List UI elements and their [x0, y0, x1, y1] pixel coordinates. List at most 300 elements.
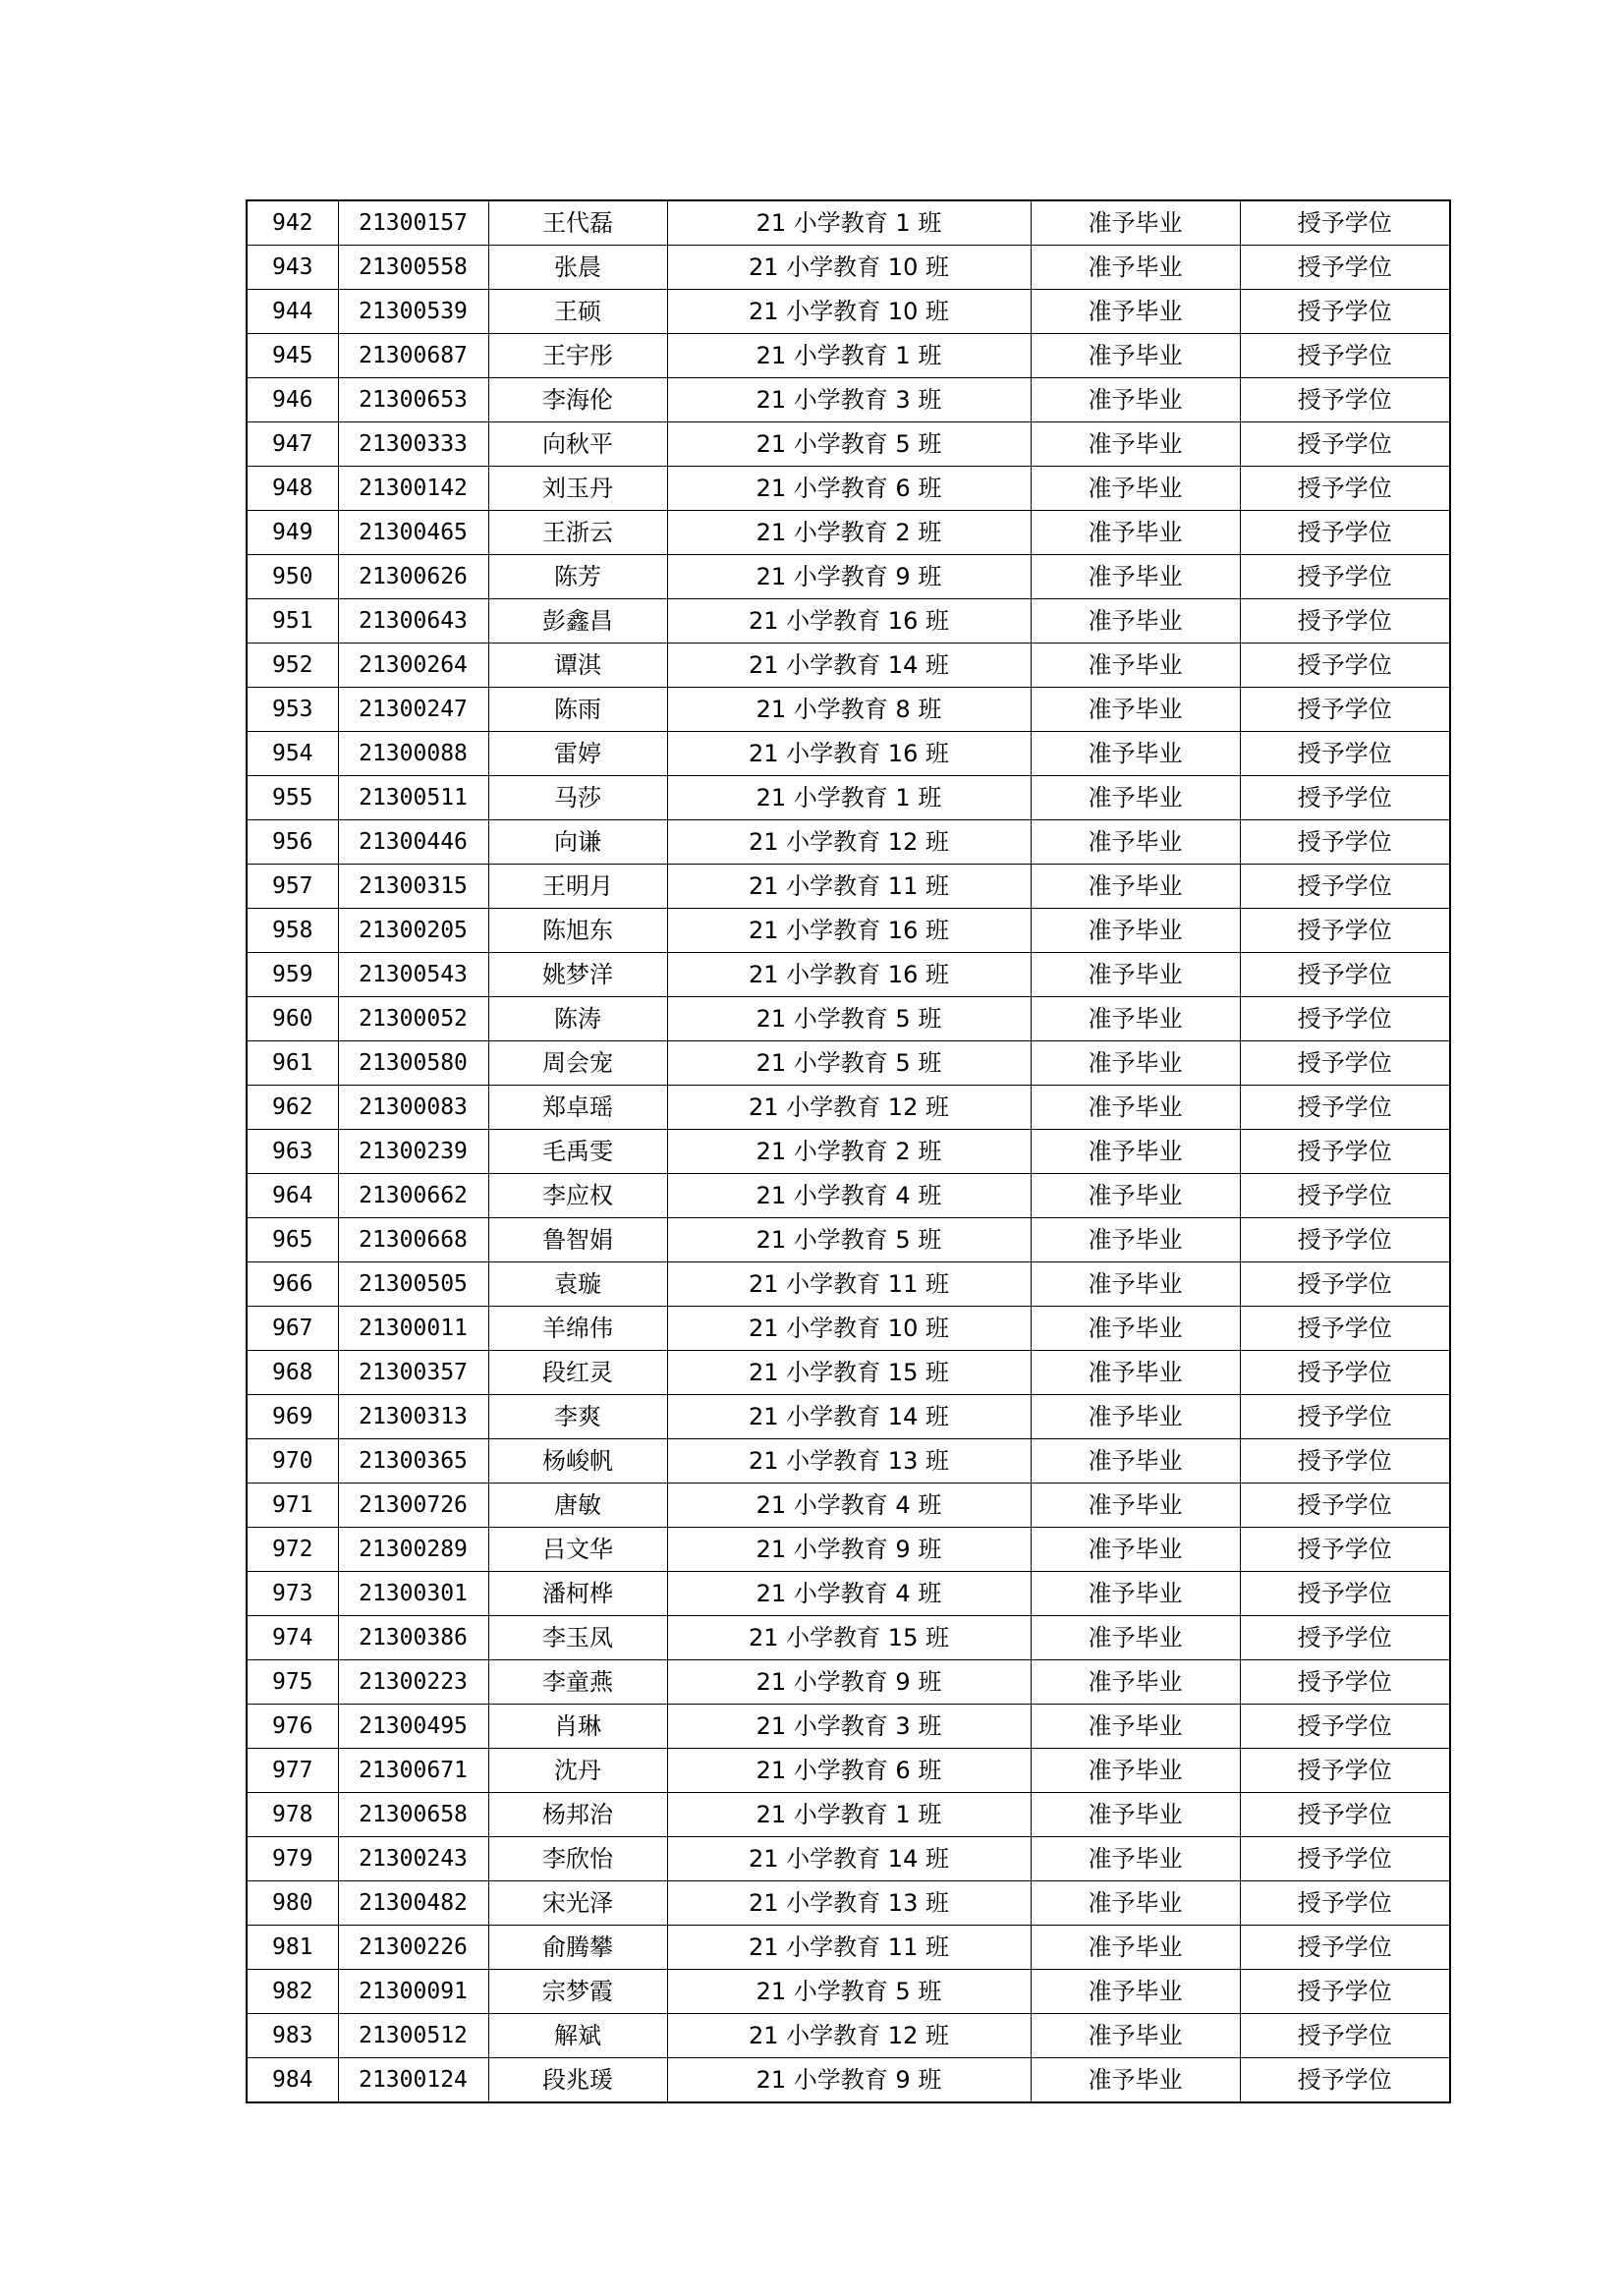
class-cell: 21 小学教育 11 班: [667, 1926, 1031, 1970]
student-id-cell: 21300386: [338, 1616, 488, 1660]
table-row: [247, 997, 1450, 1041]
graduation-status-cell: 准予毕业: [1031, 2014, 1240, 2058]
graduate-roster-table: [246, 199, 1451, 2103]
serial-number-cell: 949: [247, 511, 338, 555]
student-name-cell: 李爽: [488, 1395, 667, 1439]
graduation-status-cell: 准予毕业: [1031, 865, 1240, 909]
serial-number-cell: 972: [247, 1528, 338, 1572]
student-name-cell: 肖琳: [488, 1705, 667, 1749]
degree-status-cell: 授予学位: [1240, 688, 1450, 732]
serial-number-cell: 942: [247, 200, 338, 246]
graduation-status-cell: 准予毕业: [1031, 1086, 1240, 1130]
student-id-cell: 21300653: [338, 378, 488, 422]
degree-status-cell: 授予学位: [1240, 1660, 1450, 1705]
student-id-cell: 21300264: [338, 644, 488, 688]
student-name-cell: 鲁智娟: [488, 1218, 667, 1262]
student-id-cell: 21300333: [338, 422, 488, 467]
degree-status-cell: 授予学位: [1240, 1439, 1450, 1484]
student-id-cell: 21300289: [338, 1528, 488, 1572]
graduation-status-cell: 准予毕业: [1031, 2058, 1240, 2103]
graduation-status-cell: 准予毕业: [1031, 1660, 1240, 1705]
table-row: [247, 334, 1450, 378]
serial-number-cell: 962: [247, 1086, 338, 1130]
degree-status-cell: 授予学位: [1240, 1174, 1450, 1218]
graduation-status-cell: 准予毕业: [1031, 1307, 1240, 1351]
graduation-status-cell: 准予毕业: [1031, 1837, 1240, 1881]
serial-number-cell: 963: [247, 1130, 338, 1174]
table-row: [247, 688, 1450, 732]
student-id-cell: 21300512: [338, 2014, 488, 2058]
student-name-cell: 吕文华: [488, 1528, 667, 1572]
student-name-cell: 沈丹: [488, 1749, 667, 1793]
student-id-cell: 21300511: [338, 776, 488, 820]
student-name-cell: 姚梦洋: [488, 953, 667, 997]
student-name-cell: 段红灵: [488, 1351, 667, 1395]
class-cell: 21 小学教育 1 班: [667, 776, 1031, 820]
class-cell: 21 小学教育 13 班: [667, 1439, 1031, 1484]
table-row: [247, 865, 1450, 909]
degree-status-cell: 授予学位: [1240, 1351, 1450, 1395]
class-cell: 21 小学教育 10 班: [667, 246, 1031, 290]
student-id-cell: 21300157: [338, 200, 488, 246]
graduation-status-cell: 准予毕业: [1031, 1439, 1240, 1484]
degree-status-cell: 授予学位: [1240, 865, 1450, 909]
serial-number-cell: 980: [247, 1881, 338, 1926]
student-id-cell: 21300687: [338, 334, 488, 378]
class-cell: 21 小学教育 5 班: [667, 1970, 1031, 2014]
serial-number-cell: 951: [247, 599, 338, 644]
student-name-cell: 毛禹雯: [488, 1130, 667, 1174]
graduation-status-cell: 准予毕业: [1031, 599, 1240, 644]
student-name-cell: 王浙云: [488, 511, 667, 555]
serial-number-cell: 981: [247, 1926, 338, 1970]
degree-status-cell: 授予学位: [1240, 1218, 1450, 1262]
table-row: [247, 1484, 1450, 1528]
class-cell: 21 小学教育 12 班: [667, 2014, 1031, 2058]
class-cell: 21 小学教育 15 班: [667, 1616, 1031, 1660]
class-cell: 21 小学教育 11 班: [667, 1262, 1031, 1307]
class-cell: 21 小学教育 3 班: [667, 1705, 1031, 1749]
graduation-status-cell: 准予毕业: [1031, 290, 1240, 334]
degree-status-cell: 授予学位: [1240, 1926, 1450, 1970]
table-row: [247, 511, 1450, 555]
student-id-cell: 21300658: [338, 1793, 488, 1837]
table-row: [247, 2014, 1450, 2058]
degree-status-cell: 授予学位: [1240, 2014, 1450, 2058]
table-row: [247, 1262, 1450, 1307]
table-row: [247, 1086, 1450, 1130]
degree-status-cell: 授予学位: [1240, 1395, 1450, 1439]
table-row: [247, 953, 1450, 997]
table-row: [247, 1926, 1450, 1970]
degree-status-cell: 授予学位: [1240, 909, 1450, 953]
student-name-cell: 彭鑫昌: [488, 599, 667, 644]
serial-number-cell: 983: [247, 2014, 338, 2058]
student-name-cell: 向谦: [488, 820, 667, 865]
class-cell: 21 小学教育 16 班: [667, 599, 1031, 644]
serial-number-cell: 956: [247, 820, 338, 865]
student-id-cell: 21300205: [338, 909, 488, 953]
student-name-cell: 谭淇: [488, 644, 667, 688]
student-id-cell: 21300357: [338, 1351, 488, 1395]
serial-number-cell: 977: [247, 1749, 338, 1793]
graduation-status-cell: 准予毕业: [1031, 1528, 1240, 1572]
serial-number-cell: 954: [247, 732, 338, 776]
serial-number-cell: 964: [247, 1174, 338, 1218]
table-row: [247, 1130, 1450, 1174]
table-row: [247, 467, 1450, 511]
table-row: [247, 1837, 1450, 1881]
student-name-cell: 周会宠: [488, 1041, 667, 1086]
student-name-cell: 张晨: [488, 246, 667, 290]
class-cell: 21 小学教育 4 班: [667, 1174, 1031, 1218]
graduation-status-cell: 准予毕业: [1031, 246, 1240, 290]
graduation-status-cell: 准予毕业: [1031, 732, 1240, 776]
class-cell: 21 小学教育 16 班: [667, 909, 1031, 953]
student-id-cell: 21300726: [338, 1484, 488, 1528]
student-name-cell: 李童燕: [488, 1660, 667, 1705]
student-name-cell: 李欣怡: [488, 1837, 667, 1881]
serial-number-cell: 950: [247, 555, 338, 599]
student-id-cell: 21300315: [338, 865, 488, 909]
degree-status-cell: 授予学位: [1240, 1572, 1450, 1616]
serial-number-cell: 965: [247, 1218, 338, 1262]
student-name-cell: 郑卓瑶: [488, 1086, 667, 1130]
student-name-cell: 王明月: [488, 865, 667, 909]
degree-status-cell: 授予学位: [1240, 378, 1450, 422]
degree-status-cell: 授予学位: [1240, 1307, 1450, 1351]
graduation-status-cell: 准予毕业: [1031, 1616, 1240, 1660]
serial-number-cell: 968: [247, 1351, 338, 1395]
student-name-cell: 李玉凤: [488, 1616, 667, 1660]
table-row: [247, 2058, 1450, 2103]
student-name-cell: 李应权: [488, 1174, 667, 1218]
class-cell: 21 小学教育 4 班: [667, 1484, 1031, 1528]
class-cell: 21 小学教育 4 班: [667, 1572, 1031, 1616]
degree-status-cell: 授予学位: [1240, 820, 1450, 865]
serial-number-cell: 970: [247, 1439, 338, 1484]
student-name-cell: 杨峻帆: [488, 1439, 667, 1484]
class-cell: 21 小学教育 2 班: [667, 511, 1031, 555]
table-row: [247, 1749, 1450, 1793]
degree-status-cell: 授予学位: [1240, 1041, 1450, 1086]
student-id-cell: 21300446: [338, 820, 488, 865]
student-name-cell: 袁璇: [488, 1262, 667, 1307]
student-name-cell: 俞腾攀: [488, 1926, 667, 1970]
class-cell: 21 小学教育 12 班: [667, 820, 1031, 865]
student-name-cell: 宋光泽: [488, 1881, 667, 1926]
degree-status-cell: 授予学位: [1240, 1749, 1450, 1793]
degree-status-cell: 授予学位: [1240, 644, 1450, 688]
student-id-cell: 21300668: [338, 1218, 488, 1262]
class-cell: 21 小学教育 2 班: [667, 1130, 1031, 1174]
student-id-cell: 21300052: [338, 997, 488, 1041]
graduation-status-cell: 准予毕业: [1031, 511, 1240, 555]
class-cell: 21 小学教育 9 班: [667, 1660, 1031, 1705]
student-name-cell: 向秋平: [488, 422, 667, 467]
degree-status-cell: 授予学位: [1240, 1528, 1450, 1572]
table-row: [247, 1881, 1450, 1926]
graduation-status-cell: 准予毕业: [1031, 688, 1240, 732]
graduation-status-cell: 准予毕业: [1031, 1484, 1240, 1528]
student-id-cell: 21300239: [338, 1130, 488, 1174]
student-id-cell: 21300543: [338, 953, 488, 997]
degree-status-cell: 授予学位: [1240, 732, 1450, 776]
student-id-cell: 21300247: [338, 688, 488, 732]
graduation-status-cell: 准予毕业: [1031, 467, 1240, 511]
degree-status-cell: 授予学位: [1240, 200, 1450, 246]
table-row: [247, 1970, 1450, 2014]
degree-status-cell: 授予学位: [1240, 1484, 1450, 1528]
roster-body: [247, 200, 1450, 2102]
class-cell: 21 小学教育 14 班: [667, 1395, 1031, 1439]
degree-status-cell: 授予学位: [1240, 1881, 1450, 1926]
serial-number-cell: 948: [247, 467, 338, 511]
student-name-cell: 解斌: [488, 2014, 667, 2058]
degree-status-cell: 授予学位: [1240, 246, 1450, 290]
graduation-status-cell: 准予毕业: [1031, 1749, 1240, 1793]
serial-number-cell: 945: [247, 334, 338, 378]
student-name-cell: 马莎: [488, 776, 667, 820]
degree-status-cell: 授予学位: [1240, 1616, 1450, 1660]
class-cell: 21 小学教育 5 班: [667, 1218, 1031, 1262]
graduation-status-cell: 准予毕业: [1031, 1395, 1240, 1439]
serial-number-cell: 958: [247, 909, 338, 953]
student-id-cell: 21300226: [338, 1926, 488, 1970]
serial-number-cell: 952: [247, 644, 338, 688]
class-cell: 21 小学教育 10 班: [667, 290, 1031, 334]
student-id-cell: 21300643: [338, 599, 488, 644]
degree-status-cell: 授予学位: [1240, 2058, 1450, 2103]
class-cell: 21 小学教育 9 班: [667, 555, 1031, 599]
table-row: [247, 820, 1450, 865]
graduation-status-cell: 准予毕业: [1031, 1705, 1240, 1749]
class-cell: 21 小学教育 5 班: [667, 1041, 1031, 1086]
serial-number-cell: 943: [247, 246, 338, 290]
degree-status-cell: 授予学位: [1240, 1705, 1450, 1749]
student-name-cell: 唐敏: [488, 1484, 667, 1528]
class-cell: 21 小学教育 14 班: [667, 644, 1031, 688]
student-name-cell: 潘柯桦: [488, 1572, 667, 1616]
student-id-cell: 21300671: [338, 1749, 488, 1793]
degree-status-cell: 授予学位: [1240, 1837, 1450, 1881]
serial-number-cell: 974: [247, 1616, 338, 1660]
graduation-status-cell: 准予毕业: [1031, 644, 1240, 688]
student-id-cell: 21300083: [338, 1086, 488, 1130]
student-id-cell: 21300142: [338, 467, 488, 511]
table-row: [247, 776, 1450, 820]
student-id-cell: 21300558: [338, 246, 488, 290]
graduation-status-cell: 准予毕业: [1031, 1970, 1240, 2014]
table-row: [247, 1218, 1450, 1262]
table-row: [247, 1705, 1450, 1749]
serial-number-cell: 947: [247, 422, 338, 467]
table-row: [247, 599, 1450, 644]
table-row: [247, 909, 1450, 953]
table-row: [247, 1572, 1450, 1616]
graduation-status-cell: 准予毕业: [1031, 953, 1240, 997]
student-id-cell: 21300088: [338, 732, 488, 776]
class-cell: 21 小学教育 10 班: [667, 1307, 1031, 1351]
student-id-cell: 21300124: [338, 2058, 488, 2103]
serial-number-cell: 979: [247, 1837, 338, 1881]
student-id-cell: 21300505: [338, 1262, 488, 1307]
serial-number-cell: 946: [247, 378, 338, 422]
class-cell: 21 小学教育 15 班: [667, 1351, 1031, 1395]
degree-status-cell: 授予学位: [1240, 599, 1450, 644]
student-name-cell: 王硕: [488, 290, 667, 334]
table-row: [247, 1307, 1450, 1351]
class-cell: 21 小学教育 5 班: [667, 422, 1031, 467]
graduation-status-cell: 准予毕业: [1031, 555, 1240, 599]
table-row: [247, 644, 1450, 688]
class-cell: 21 小学教育 1 班: [667, 334, 1031, 378]
graduation-status-cell: 准予毕业: [1031, 1130, 1240, 1174]
class-cell: 21 小学教育 1 班: [667, 1793, 1031, 1837]
table-row: [247, 1439, 1450, 1484]
class-cell: 21 小学教育 12 班: [667, 1086, 1031, 1130]
student-name-cell: 王宇彤: [488, 334, 667, 378]
class-cell: 21 小学教育 1 班: [667, 200, 1031, 246]
graduation-status-cell: 准予毕业: [1031, 334, 1240, 378]
graduation-status-cell: 准予毕业: [1031, 1262, 1240, 1307]
class-cell: 21 小学教育 11 班: [667, 865, 1031, 909]
degree-status-cell: 授予学位: [1240, 776, 1450, 820]
student-name-cell: 王代磊: [488, 200, 667, 246]
class-cell: 21 小学教育 3 班: [667, 378, 1031, 422]
degree-status-cell: 授予学位: [1240, 511, 1450, 555]
serial-number-cell: 960: [247, 997, 338, 1041]
student-name-cell: 陈旭东: [488, 909, 667, 953]
serial-number-cell: 955: [247, 776, 338, 820]
student-name-cell: 刘玉丹: [488, 467, 667, 511]
graduation-status-cell: 准予毕业: [1031, 422, 1240, 467]
table-row: [247, 200, 1450, 246]
student-id-cell: 21300495: [338, 1705, 488, 1749]
degree-status-cell: 授予学位: [1240, 1086, 1450, 1130]
student-id-cell: 21300091: [338, 1970, 488, 2014]
student-id-cell: 21300301: [338, 1572, 488, 1616]
serial-number-cell: 957: [247, 865, 338, 909]
student-name-cell: 雷婷: [488, 732, 667, 776]
serial-number-cell: 984: [247, 2058, 338, 2103]
serial-number-cell: 966: [247, 1262, 338, 1307]
table-row: [247, 1660, 1450, 1705]
graduation-status-cell: 准予毕业: [1031, 909, 1240, 953]
student-name-cell: 陈雨: [488, 688, 667, 732]
student-id-cell: 21300662: [338, 1174, 488, 1218]
class-cell: 21 小学教育 9 班: [667, 2058, 1031, 2103]
graduation-status-cell: 准予毕业: [1031, 1174, 1240, 1218]
student-id-cell: 21300465: [338, 511, 488, 555]
serial-number-cell: 973: [247, 1572, 338, 1616]
class-cell: 21 小学教育 5 班: [667, 997, 1031, 1041]
student-id-cell: 21300482: [338, 1881, 488, 1926]
student-id-cell: 21300223: [338, 1660, 488, 1705]
table-row: [247, 290, 1450, 334]
student-id-cell: 21300365: [338, 1439, 488, 1484]
degree-status-cell: 授予学位: [1240, 1970, 1450, 2014]
table-row: [247, 1174, 1450, 1218]
table-row: [247, 1351, 1450, 1395]
degree-status-cell: 授予学位: [1240, 334, 1450, 378]
graduation-status-cell: 准予毕业: [1031, 1218, 1240, 1262]
degree-status-cell: 授予学位: [1240, 1130, 1450, 1174]
degree-status-cell: 授予学位: [1240, 555, 1450, 599]
class-cell: 21 小学教育 9 班: [667, 1528, 1031, 1572]
student-name-cell: 李海伦: [488, 378, 667, 422]
degree-status-cell: 授予学位: [1240, 422, 1450, 467]
serial-number-cell: 969: [247, 1395, 338, 1439]
graduation-status-cell: 准予毕业: [1031, 200, 1240, 246]
degree-status-cell: 授予学位: [1240, 467, 1450, 511]
serial-number-cell: 959: [247, 953, 338, 997]
degree-status-cell: 授予学位: [1240, 997, 1450, 1041]
class-cell: 21 小学教育 13 班: [667, 1881, 1031, 1926]
student-id-cell: 21300626: [338, 555, 488, 599]
table-row: [247, 1041, 1450, 1086]
student-name-cell: 羊绵伟: [488, 1307, 667, 1351]
serial-number-cell: 982: [247, 1970, 338, 2014]
table-row: [247, 732, 1450, 776]
serial-number-cell: 944: [247, 290, 338, 334]
serial-number-cell: 967: [247, 1307, 338, 1351]
class-cell: 21 小学教育 6 班: [667, 467, 1031, 511]
graduation-status-cell: 准予毕业: [1031, 820, 1240, 865]
student-name-cell: 杨邦治: [488, 1793, 667, 1837]
table-row: [247, 1616, 1450, 1660]
degree-status-cell: 授予学位: [1240, 1793, 1450, 1837]
graduation-status-cell: 准予毕业: [1031, 997, 1240, 1041]
student-id-cell: 21300313: [338, 1395, 488, 1439]
graduation-status-cell: 准予毕业: [1031, 776, 1240, 820]
graduation-status-cell: 准予毕业: [1031, 1793, 1240, 1837]
serial-number-cell: 976: [247, 1705, 338, 1749]
degree-status-cell: 授予学位: [1240, 290, 1450, 334]
class-cell: 21 小学教育 6 班: [667, 1749, 1031, 1793]
student-name-cell: 陈芳: [488, 555, 667, 599]
table-row: [247, 422, 1450, 467]
student-id-cell: 21300580: [338, 1041, 488, 1086]
class-cell: 21 小学教育 14 班: [667, 1837, 1031, 1881]
table-row: [247, 246, 1450, 290]
student-name-cell: 陈涛: [488, 997, 667, 1041]
table-row: [247, 378, 1450, 422]
class-cell: 21 小学教育 8 班: [667, 688, 1031, 732]
degree-status-cell: 授予学位: [1240, 1262, 1450, 1307]
table-row: [247, 1395, 1450, 1439]
student-name-cell: 段兆瑗: [488, 2058, 667, 2103]
class-cell: 21 小学教育 16 班: [667, 732, 1031, 776]
serial-number-cell: 978: [247, 1793, 338, 1837]
table-row: [247, 1528, 1450, 1572]
degree-status-cell: 授予学位: [1240, 953, 1450, 997]
serial-number-cell: 975: [247, 1660, 338, 1705]
table-row: [247, 1793, 1450, 1837]
graduation-status-cell: 准予毕业: [1031, 1926, 1240, 1970]
serial-number-cell: 953: [247, 688, 338, 732]
student-id-cell: 21300539: [338, 290, 488, 334]
graduation-status-cell: 准予毕业: [1031, 378, 1240, 422]
table-row: [247, 555, 1450, 599]
student-id-cell: 21300011: [338, 1307, 488, 1351]
graduation-status-cell: 准予毕业: [1031, 1041, 1240, 1086]
student-id-cell: 21300243: [338, 1837, 488, 1881]
class-cell: 21 小学教育 16 班: [667, 953, 1031, 997]
graduation-status-cell: 准予毕业: [1031, 1881, 1240, 1926]
serial-number-cell: 971: [247, 1484, 338, 1528]
graduation-status-cell: 准予毕业: [1031, 1572, 1240, 1616]
